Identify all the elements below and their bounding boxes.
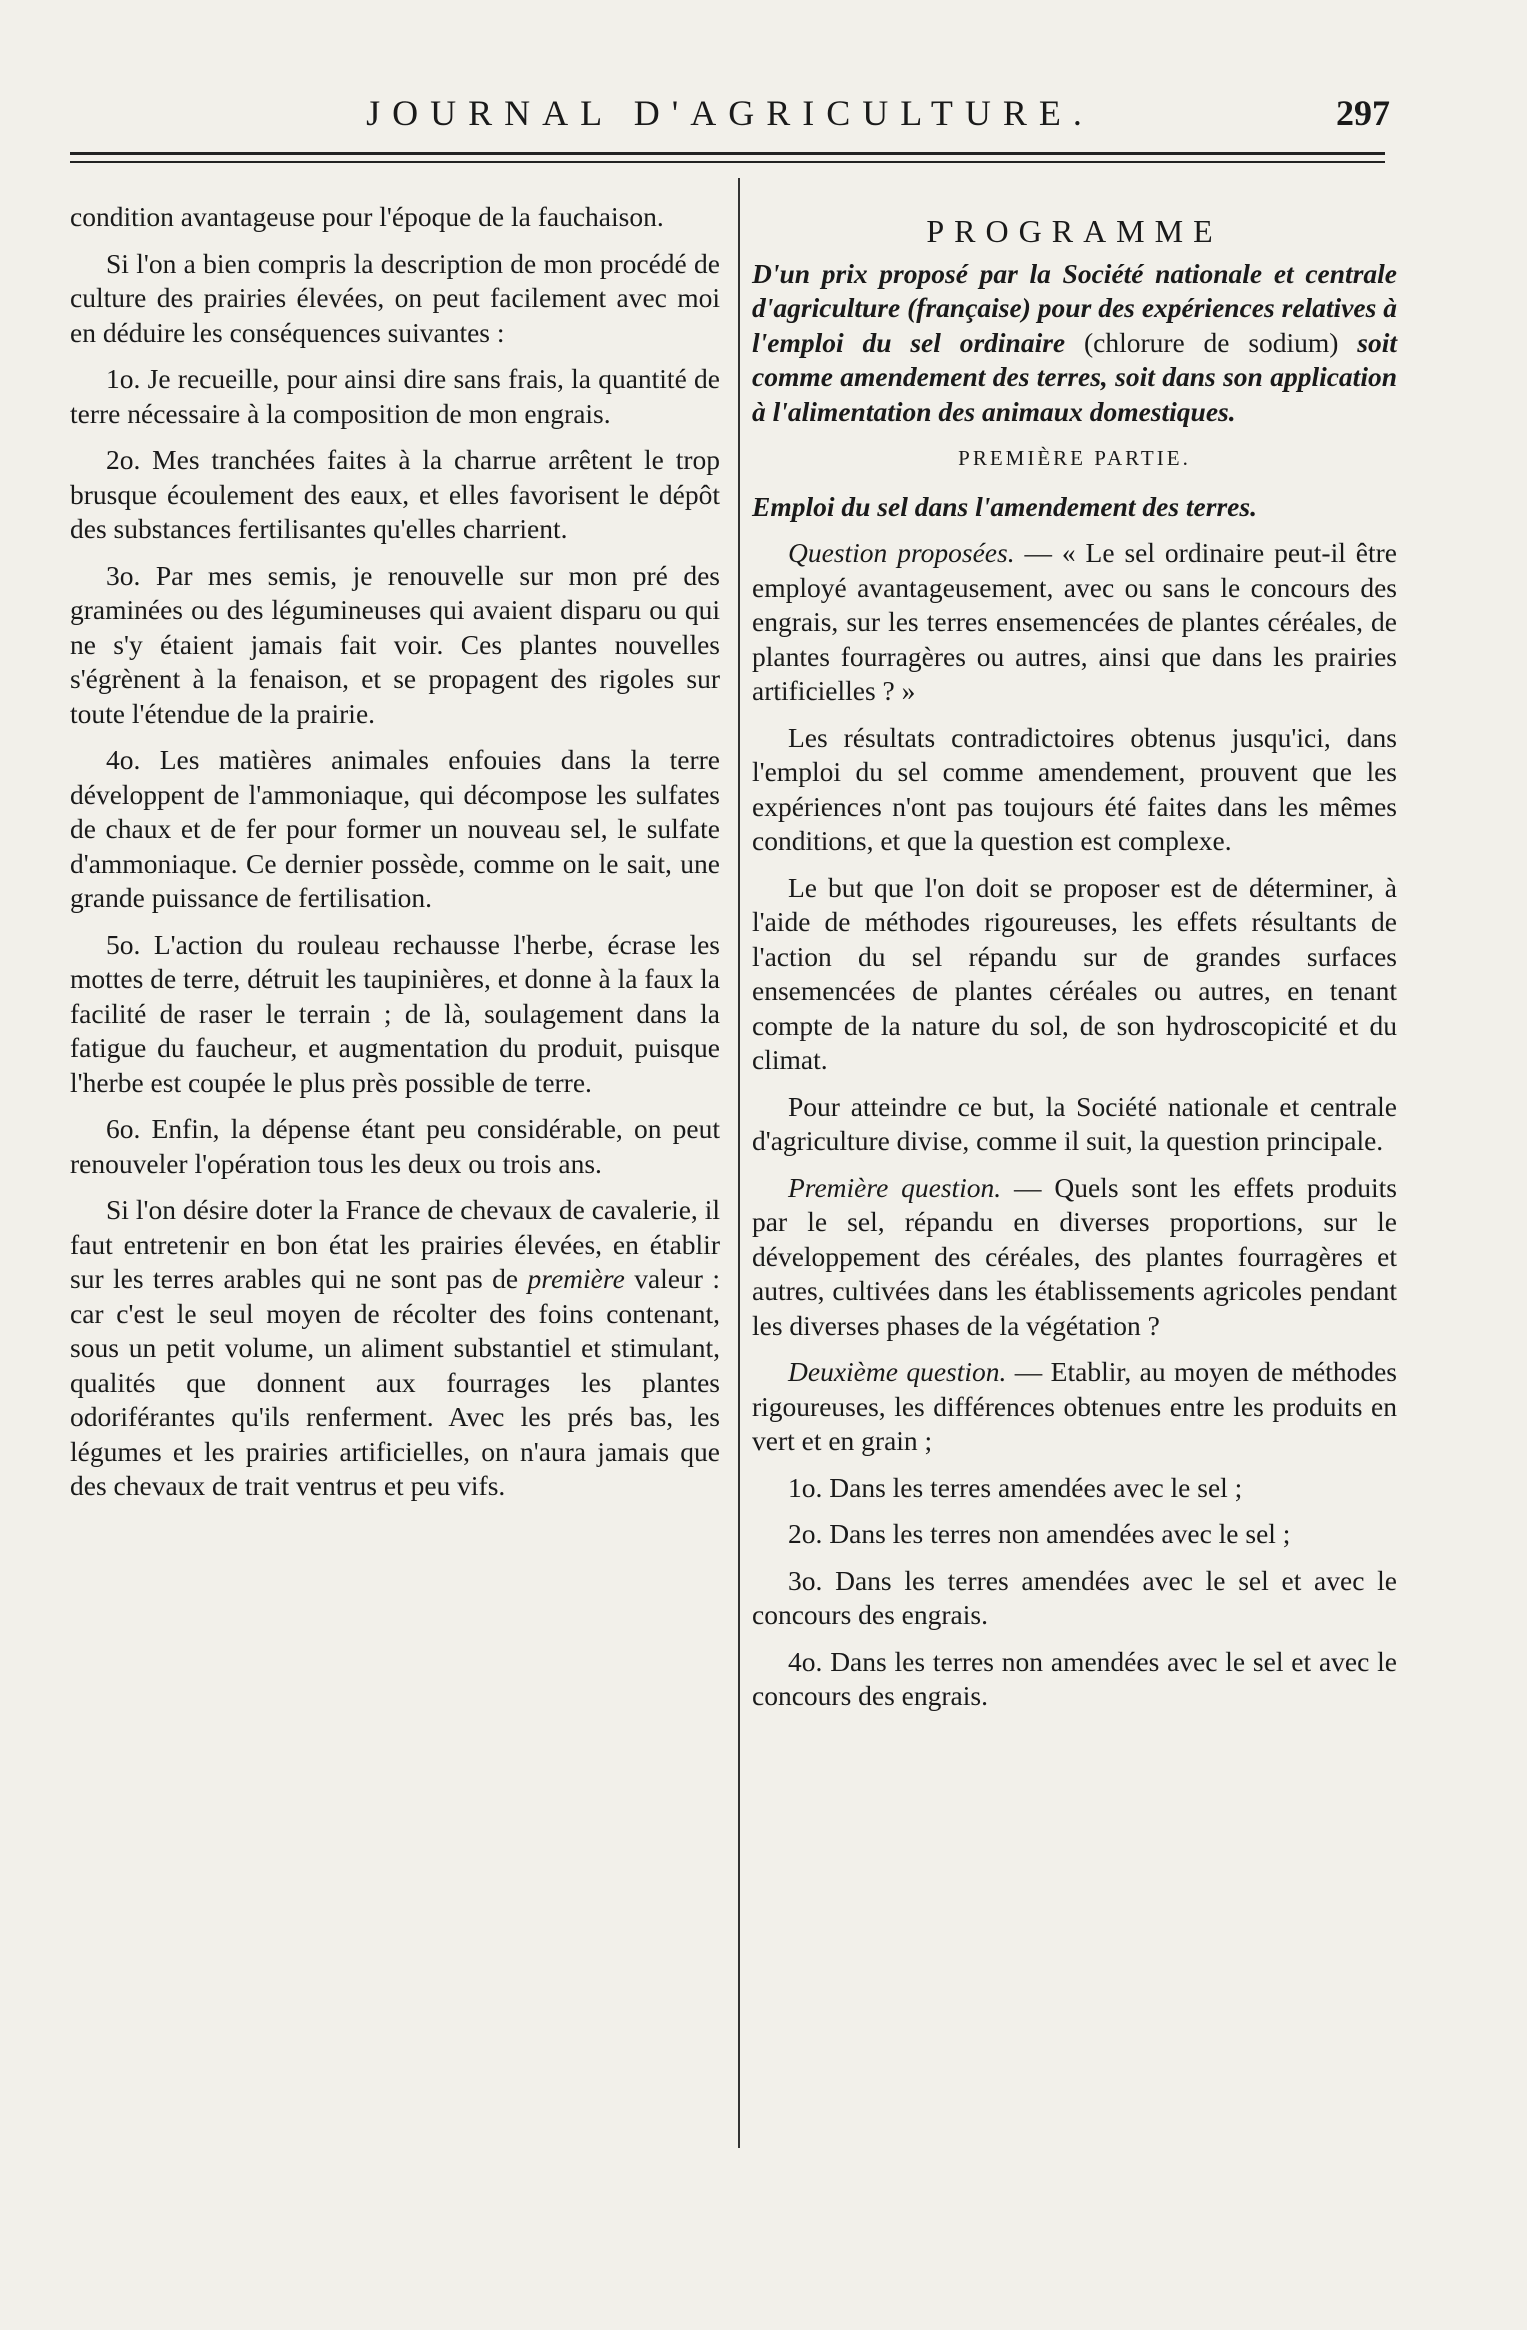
paragraph [70,1193,720,1504]
paragraph: Les résultats contradictoires obtenus jusqu'ici, dans l'emploi du sel comme amendement, prouvent que les expériences n'ont pas toujours été faites dans les mêmes conditions, et que la question est complexe. [752,721,1397,856]
list-item: 2o. Dans les terres non amendées avec le sel ; [788,1518,1291,1549]
column-separator [738,178,740,2148]
paragraph: condition avantageuse pour l'époque de la fauchaison. [70,201,664,232]
text-run: — « Le sel ordinaire peut-il être employé avantageusement, avec ou sans le concours des engrais, sur les terres ensemencées de plantes céréales, de plantes fourragères ou autres, ainsi que dans les prairies artificielles ? » [752,537,1397,706]
question-label: Deuxième question. [788,1356,1007,1387]
page-header [70,92,1390,142]
program-title: PROGRAMME [926,213,1223,249]
paragraph [752,536,1397,709]
paragraph [752,1171,1397,1344]
page-number: 297 [1336,93,1390,133]
paragraph: Le but que l'on doit se proposer est de déterminer, à l'aide de méthodes rigoureuses, les effets résultants de l'action du sel répandu sur de grandes surfaces ensemencées de plantes céréales ou autres, en tenant compte de la nature du sol, de son hydroscopicité et du climat. [752,871,1397,1075]
list-item: 4o. Dans les terres non amendées avec le sel et avec le concours des engrais. [752,1645,1397,1711]
program-subtitle [752,257,1397,430]
paragraph: 5o. L'action du rouleau rechausse l'herbe, écrase les mottes de terre, détruit les taupinières, et donne à la faux la facilité de raser le terrain ; de là, soulagement dans la fatigue du faucheur, et augmentation du produit, puisque l'herbe est coupée le plus près possible de terre. [70,928,720,1098]
running-title: JOURNAL D'AGRICULTURE. [366,93,1094,133]
paragraph: Pour atteindre ce but, la Société nationale et centrale d'agriculture divise, comme il suit, la question principale. [752,1090,1397,1156]
paragraph: 6o. Enfin, la dépense étant peu considérable, on peut renouveler l'opération tous les deux ou trois ans. [70,1113,720,1179]
text-run: soit comme amendement des terres, soit dans son application à l'alimentation des animaux domestiques. [752,326,1398,427]
list-item: 3o. Dans les terres amendées avec le sel et avec le concours des engrais. [752,1564,1397,1630]
section-title: Emploi du sel dans l'amendement des terres. [752,490,1257,522]
text-run: valeur : car c'est le seul moyen de récolter des foins contenant, sous un petit volume, un aliment substantiel et stimulant, qualités que donnent aux fourrages les plantes odoriférantes qu'ils renferment. Avec les prés bas, les légumes et les prairies artificielles, on n'aura jamais que des chevaux de trait ventrus et peu vifs. [70,1263,720,1501]
paragraph: 1o. Je recueille, pour ainsi dire sans frais, la quantité de terre nécessaire à la composition de mon engrais. [70,363,720,429]
question-label: Première question. [788,1171,1002,1203]
text-run: D'un prix proposé par la Société nationale et centrale d'agriculture (française) pour des expériences relatives à l'emploi du sel ordinaire [752,257,1397,358]
paragraph: Si l'on a bien compris la description de mon procédé de culture des prairies élevées, on peut facilement avec moi en déduire les conséquences suivantes : [70,247,720,348]
text-run: Si l'on désire doter la France de chevaux de cavalerie, il faut entretenir en bon état les prairies élevées, en établir sur les terres arables qui ne sont pas de [70,1194,720,1294]
header-rule-thin [70,161,1385,163]
left-column [70,200,720,1516]
right-column [752,200,1397,1726]
list-item: 1o. Dans les terres amendées avec le sel ; [788,1471,1243,1503]
question-label: Question proposées. [788,537,1015,568]
part-title: PREMIÈRE PARTIE. [958,446,1191,470]
header-rule-thick [70,152,1385,155]
paragraph: 3o. Par mes semis, je renouvelle sur mon pré des graminées ou des légumineuses qui avaient disparu ou qui ne s'y étaient jamais fait voir. Ces plantes nouvelles s'égrènent à la fenaison, et se propagent des rigoles sur toute l'étendue de la prairie. [70,559,720,729]
paragraph [752,1355,1397,1459]
emphasis: première [527,1263,625,1294]
text-run: — Quels sont les effets produits par le sel, répandu en diverses proportions, sur le développement des céréales, des plantes fourragères et autres, cultivées dans les établissements agricoles pendant les diverses phases de la végétation ? [752,1171,1397,1341]
text-run: — Etablir, au moyen de méthodes rigoureuses, les différences obtenues entre les produits en vert et en grain ; [752,1356,1397,1456]
text-run: (chlorure de sodium) [1065,326,1358,358]
paragraph: 4o. Les matières animales enfouies dans la terre développent de l'ammoniaque, qui décompose les sulfates de chaux et de fer pour former un nouveau sel, le sulfate d'ammoniaque. Ce dernier possède, comme on le sait, une grande puissance de fertilisation. [70,744,720,913]
paragraph: 2o. Mes tranchées faites à la charrue arrêtent le trop brusque écoulement des eaux, et elles favorisent le dépôt des substances fertilisantes qu'elles charrient. [70,444,720,544]
